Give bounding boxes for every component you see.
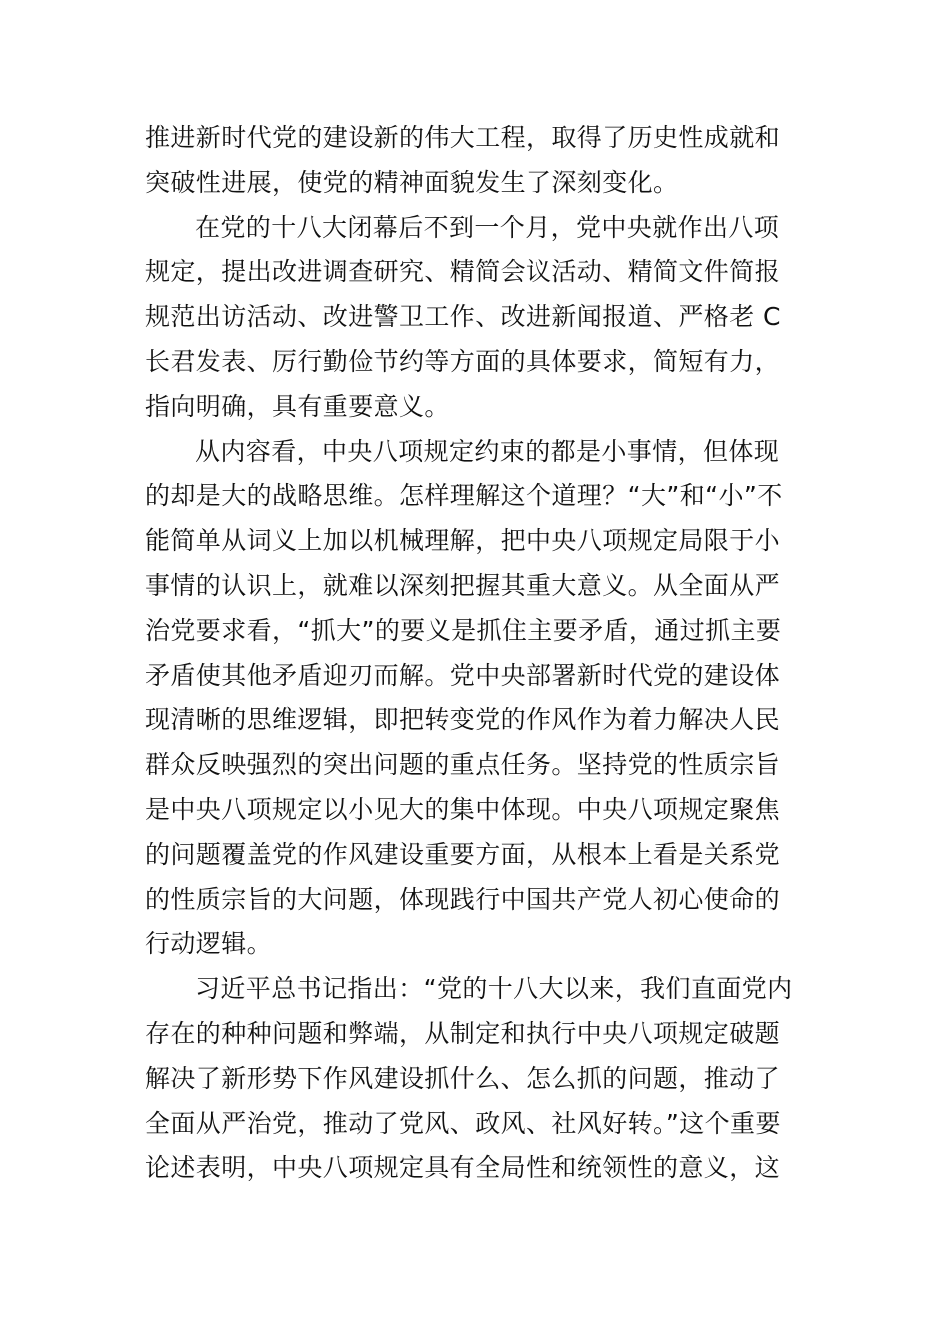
text-line: 指向明确，具有重要意义。 xyxy=(145,391,450,421)
body-text xyxy=(145,116,815,1191)
text-line: 规定，提出改进调查研究、精简会议活动、精简文件简报 xyxy=(145,257,781,287)
paragraph-first-line: 习近平总书记指出：“党的十八大以来，我们直面党内 xyxy=(195,974,793,1004)
text-line: 长君发表、厉行勤俭节约等方面的具体要求，简短有力， xyxy=(145,346,781,376)
paragraph-first-line: 从内容看，中央八项规定约束的都是小事情，但体现 xyxy=(195,436,780,466)
text-line: 治党要求看，“抓大”的要义是抓住主要矛盾，通过抓主要 xyxy=(145,615,782,645)
text-line: 突破性进展，使党的精神面貌发生了深刻变化。 xyxy=(145,167,679,197)
text-line: 的问题覆盖党的作风建设重要方面，从根本上看是关系党 xyxy=(145,839,781,869)
text-line: 全面从严治党，推动了党风、政风、社风好转。”这个重要 xyxy=(145,1108,781,1138)
text-line: 群众反映强烈的突出问题的重点任务。坚持党的性质宗旨 xyxy=(145,750,781,780)
text-line: 的却是大的战略思维。怎样理解这个道理？“大”和“小”不 xyxy=(145,481,783,511)
text-line: 能简单从词义上加以机械理解，把中央八项规定局限于小 xyxy=(145,526,781,556)
text-line: 规范出访活动、改进警卫工作、改进新闻报道、严格老 C xyxy=(145,302,781,332)
text-line: 事情的认识上，就难以深刻把握其重大意义。从全面从严 xyxy=(145,570,781,600)
text-line: 论述表明，中央八项规定具有全局性和统领性的意义，这 xyxy=(145,1153,781,1183)
text-line: 解决了新形势下作风建设抓什么、怎么抓的问题，推动了 xyxy=(145,1063,781,1093)
text-line: 行动逻辑。 xyxy=(145,929,273,959)
text-line: 推进新时代党的建设新的伟大工程，取得了历史性成就和 xyxy=(145,123,781,152)
text-line: 的性质宗旨的大问题，体现践行中国共产党人初心使命的 xyxy=(145,884,781,914)
text-line: 现清晰的思维逻辑，即把转变党的作风作为着力解决人民 xyxy=(145,705,781,735)
paragraph-first-line: 在党的十八大闭幕后不到一个月，党中央就作出八项 xyxy=(195,212,780,242)
text-line: 是中央八项规定以小见大的集中体现。中央八项规定聚焦 xyxy=(145,794,781,824)
text-line: 存在的种种问题和弊端，从制定和执行中央八项规定破题 xyxy=(145,1018,781,1048)
text-line: 矛盾使其他矛盾迎刃而解。党中央部署新时代党的建设体 xyxy=(145,660,781,690)
